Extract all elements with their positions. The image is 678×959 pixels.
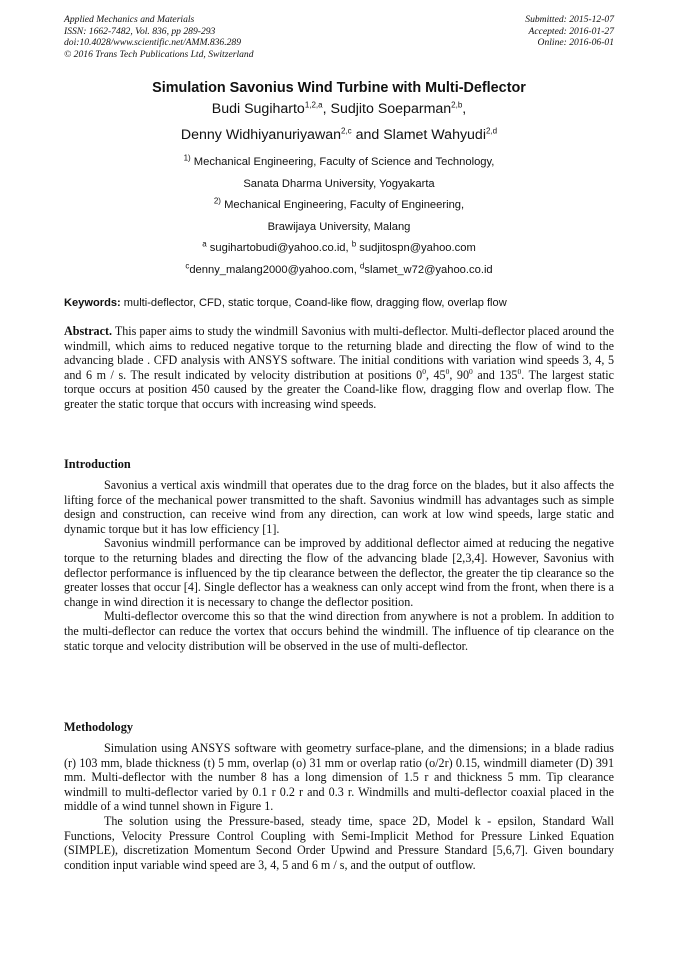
abstract-text: . The largest static torque occurs at position 450 caused by the greater the Coand-like flow, dragging flow and overlap flow. The greater the static torque that occurs with increasing wind speeds. <box>64 367 615 411</box>
submitted-date: Submitted: 2015-12-07 <box>525 14 614 25</box>
keywords-text: multi-deflector, CFD, static torque, Coand-like flow, dragging flow, overlap flow <box>120 297 507 309</box>
affiliation-2-line-2: Brawijaya University, Malang <box>267 221 411 233</box>
author-line-2 <box>0 127 678 143</box>
degree-superscript: 0 <box>422 366 426 376</box>
affiliation-text: Mechanical Engineering, Faculty of Engineering, <box>220 199 465 211</box>
journal-doi: doi:10.4028/www.scientific.net/AMM.836.289 <box>64 37 242 49</box>
email-marker: b <box>351 239 357 249</box>
abstract-text: and 135 <box>472 367 518 382</box>
copyright-notice: © 2016 Trans Tech Publications Ltd, Switzerland <box>64 48 254 60</box>
paragraph: The solution using the Pressure-based, steady time, space 2D, Model k - epsilon, Standard Wall Functions, Velocity Pressure Control Coupling with Semi-Implicit Method for Pressure Linked Equation (SIMPLE), discretization Momentum Second Order Upwind and Pressure Standard [5,6,7]. Given boundary condition input variable wind speed are 3, 4, 5 and 6 m / s, and the output of outflow. <box>64 813 614 872</box>
affiliation-2-line-1 <box>0 196 678 211</box>
online-date: Online: 2016-06-01 <box>537 37 614 49</box>
email-line-2 <box>0 261 678 276</box>
degree-superscript: 0 <box>469 366 473 376</box>
journal-name: Applied Mechanics and Materials <box>64 14 195 25</box>
journal-issn: ISSN: 1662-7482, Vol. 836, pp 289-293 <box>64 25 216 37</box>
keywords <box>64 297 624 309</box>
email-text: sudjitospn@yahoo.com <box>356 242 476 254</box>
journal-header <box>64 14 254 60</box>
abstract-label: Abstract. <box>64 324 113 338</box>
abstract <box>64 324 614 412</box>
author-superscript: 2,b <box>451 100 463 110</box>
introduction-body <box>64 478 614 653</box>
affiliation-marker: 1) <box>183 153 191 163</box>
methodology-heading: Methodology <box>64 720 133 734</box>
email-text: slamet_w72@yahoo.co.id <box>364 264 493 276</box>
abstract-text: , 45 <box>425 367 446 382</box>
paragraph: Savonius a vertical axis windmill that operates due to the drag force on the blades, but it also affects the lifting force of the mechanical power transmitted to the shaft. Savonius windmill has advantages such as simple design and construction, can receive wind from any direction, can work at low wind speeds, large static and dynamic torque but it has low efficiency [1]. <box>64 478 614 536</box>
dates-header <box>525 14 614 49</box>
affiliation-text: Mechanical Engineering, Faculty of Science and Technology, <box>190 156 495 168</box>
author-separator: , <box>462 101 467 117</box>
author-name: Budi Sugiharto <box>211 101 305 117</box>
author-superscript: 2,c <box>340 126 352 136</box>
author-name: , Sudjito Soeparman <box>322 101 452 117</box>
author-line-1 <box>0 101 678 117</box>
email-text: sugihartobudi@yahoo.co.id, <box>206 242 352 254</box>
email-text: denny_malang2000@yahoo.com, <box>189 264 360 276</box>
author-name: and Slamet Wahyudi <box>351 127 486 143</box>
paragraph: Simulation using ANSYS software with geometry surface-plane, and the dimensions; in a blade radius (r) 103 mm, blade thickness (t) 5 mm, overlap (o) 31 mm or overlap ratio (o/2r) 0.15, windmill diameter (D) 391 mm. Multi-deflector with the number 8 has a long dimension of 1.5 r and thickness 5 mm. Tip clearance windmill to multi-deflector varied by 0.1 r 0.2 r and 0.3 r. Windmills and multi-deflector coaxial placed in the middle of a wind tunnel shown in Figure 1. <box>64 741 614 814</box>
paper-title: Simulation Savonius Wind Turbine with Multi-Deflector <box>152 80 526 96</box>
paragraph: Savonius windmill performance can be improved by additional deflector aimed at reducing the negative torque to the returning blades and directing the flow of the advancing blade [2,3,4]. However, Savonius with deflector performance is influenced by the tip clearance between the deflector, the greater the tip clearance so the greater losses that occur [4]. Single deflector has a weakness can only accept wind from the front, when there is a change in wind direction it is necessary to change the deflector position. <box>64 536 614 609</box>
author-superscript: 2,d <box>485 126 498 136</box>
author-name: Denny Widhiyanuriyawan <box>180 127 341 143</box>
affiliation-marker: 2) <box>213 196 221 206</box>
degree-superscript: 0 <box>517 366 522 376</box>
affiliation-1-line-2: Sanata Dharma University, Yogyakarta <box>243 178 435 190</box>
affiliation-1-line-1 <box>0 153 678 168</box>
abstract-text: , 90 <box>449 367 470 382</box>
email-marker: d <box>359 261 365 271</box>
keywords-label: Keywords: <box>64 297 121 309</box>
abstract-text: This paper aims to study the windmill Savonius with multi-deflector. Multi-deflector placed around the windmill, which aims to reduced negative torque to the returning blade and directing the flow of wind to the advancing blade . CFD analysis with ANSYS software. The initial conditions with variation wind speeds 3, 4, 5 and 6 m / s. The result indicated by velocity distribution at positions 0 <box>64 324 614 382</box>
methodology-body <box>64 741 614 872</box>
accepted-date: Accepted: 2016-01-27 <box>528 25 614 37</box>
paragraph: Multi-deflector overcome this so that the wind direction from anywhere is not a problem. In addition to the multi-deflector can reduce the vortex that occurs behind the windmill. The influence of tip clearance on the static torque and velocity distribution will be observed in the use of multi-deflector. <box>64 609 614 653</box>
author-superscript: 1,2,a <box>304 100 323 110</box>
email-marker: c <box>185 261 190 271</box>
degree-superscript: 0 <box>445 366 450 376</box>
introduction-heading: Introduction <box>64 457 131 471</box>
email-line-1 <box>0 239 678 254</box>
email-marker: a <box>202 239 207 249</box>
